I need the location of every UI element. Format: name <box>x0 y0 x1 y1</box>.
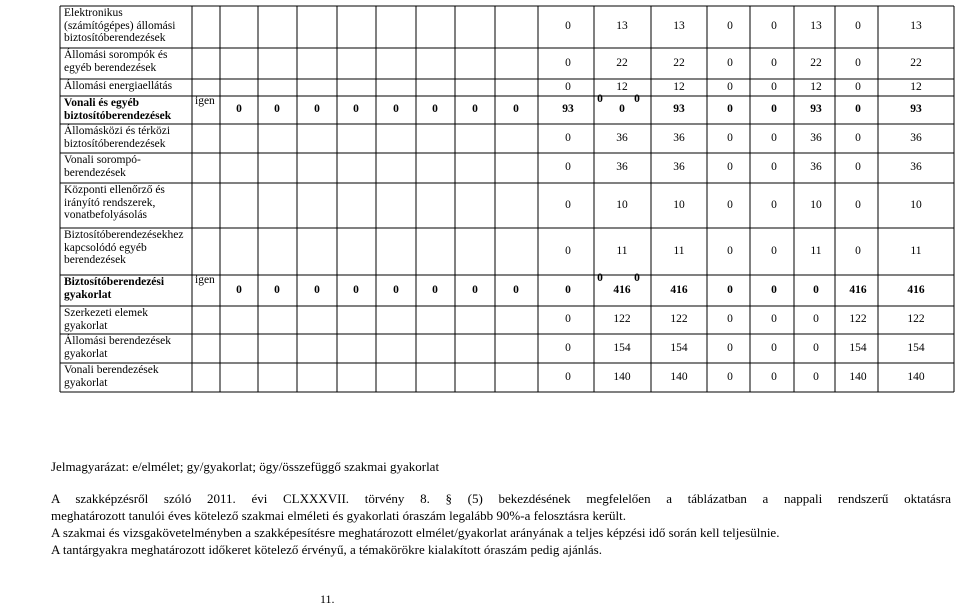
row-label: Állomási berendezések gyakorlat <box>64 335 171 360</box>
group-zero-cell: 0 <box>314 103 320 115</box>
value-cell: 0 <box>855 20 861 32</box>
group-zero-cell: 0 <box>472 284 478 296</box>
group-zero-cell: 0 <box>597 93 603 105</box>
value-cell: 0 <box>771 57 777 69</box>
value-cell: 0 <box>727 81 733 93</box>
value-cell: 36 <box>616 161 628 173</box>
group-zero-cell: 0 <box>353 284 359 296</box>
value-cell: 0 <box>855 57 861 69</box>
value-cell: 0 <box>565 313 571 325</box>
value-cell: 416 <box>907 284 925 296</box>
row-label: Vonali sorompó-berendezések <box>64 154 141 179</box>
note-line-2: meghatározott tanulói éves kötelező szakmai elméleti és gyakorlati óraszám legalább 90%-a felosztásra került. <box>51 508 627 523</box>
group-zero-cell: 0 <box>597 272 603 284</box>
value-cell: 93 <box>810 103 822 115</box>
value-cell: 0 <box>727 103 733 115</box>
value-cell: 0 <box>727 20 733 32</box>
value-cell: 0 <box>727 342 733 354</box>
value-cell: 0 <box>855 103 861 115</box>
value-cell: 0 <box>771 342 777 354</box>
value-cell: 0 <box>565 199 571 211</box>
row-label: Állomási sorompók és egyéb berendezések <box>64 49 168 74</box>
row-label: Szerkezeti elemek gyakorlat <box>64 307 148 332</box>
value-cell: 122 <box>670 313 688 325</box>
value-cell: 10 <box>810 199 822 211</box>
value-cell: 10 <box>673 199 685 211</box>
value-cell: 11 <box>673 245 685 257</box>
value-cell: 36 <box>673 132 685 144</box>
value-cell: 93 <box>562 103 574 115</box>
value-cell: 0 <box>771 199 777 211</box>
value-cell: 0 <box>727 199 733 211</box>
note-line-3: A szakmai és vizsgakövetelményben a szakképesítésre meghatározott elmélet/gyakorlat arányának a teljes képzési idő során kell teljesülnie. <box>51 525 780 540</box>
igen-label: igen <box>195 274 215 286</box>
value-cell: 0 <box>771 103 777 115</box>
value-cell: 10 <box>616 199 628 211</box>
group-zero-cell: 0 <box>432 103 438 115</box>
value-cell: 154 <box>613 342 631 354</box>
value-cell: 140 <box>670 371 688 383</box>
value-cell: 0 <box>565 161 571 173</box>
group-zero-cell: 0 <box>236 103 242 115</box>
row-label: Központi ellenőrző és irányító rendszerek, vonatbefolyásolás <box>64 184 165 221</box>
value-cell: 22 <box>910 57 922 69</box>
row-label: Biztosítóberendezési gyakorlat <box>64 276 165 301</box>
group-zero-cell: 0 <box>513 284 519 296</box>
value-cell: 0 <box>727 132 733 144</box>
value-cell: 13 <box>673 20 685 32</box>
note-line-1: A szakképzésről szóló 2011. évi CLXXXVII. törvény 8. § (5) bekezdésének megfelelően a táblázatban a nappali rendszerű oktatásra <box>51 491 951 506</box>
value-cell: 0 <box>727 161 733 173</box>
value-cell: 36 <box>616 132 628 144</box>
value-cell: 22 <box>810 57 822 69</box>
value-cell: 12 <box>616 81 628 93</box>
value-cell: 11 <box>616 245 628 257</box>
value-cell: 0 <box>813 313 819 325</box>
value-cell: 0 <box>727 313 733 325</box>
value-cell: 0 <box>771 161 777 173</box>
value-cell: 13 <box>616 20 628 32</box>
note-line-4: A tantárgyakra meghatározott időkeret kötelező érvényű, a témakörökre kialakított óraszám pedig ajánlás. <box>51 542 602 557</box>
value-cell: 0 <box>771 284 777 296</box>
value-cell: 36 <box>810 132 822 144</box>
value-cell: 0 <box>771 81 777 93</box>
group-zero-cell: 0 <box>353 103 359 115</box>
value-cell: 416 <box>613 284 631 296</box>
value-cell: 154 <box>907 342 925 354</box>
value-cell: 22 <box>673 57 685 69</box>
value-cell: 13 <box>910 20 922 32</box>
value-cell: 140 <box>849 371 867 383</box>
value-cell: 0 <box>813 342 819 354</box>
page-number: 11. <box>320 592 335 606</box>
row-label: Állomási energiaellátás <box>64 80 173 92</box>
value-cell: 0 <box>565 371 571 383</box>
value-cell: 0 <box>565 132 571 144</box>
value-cell: 12 <box>810 81 822 93</box>
value-cell: 0 <box>855 199 861 211</box>
value-cell: 140 <box>613 371 631 383</box>
legend-text: Jelmagyarázat: e/elmélet; gy/gyakorlat; ögy/összefüggő szakmai gyakorlat <box>51 459 440 474</box>
value-cell: 11 <box>810 245 822 257</box>
value-cell: 0 <box>565 57 571 69</box>
value-cell: 0 <box>771 371 777 383</box>
group-zero-cell: 0 <box>513 103 519 115</box>
value-cell: 0 <box>565 81 571 93</box>
value-cell: 416 <box>670 284 688 296</box>
value-cell: 36 <box>810 161 822 173</box>
value-cell: 0 <box>771 313 777 325</box>
group-zero-cell: 0 <box>393 103 399 115</box>
value-cell: 36 <box>910 132 922 144</box>
value-cell: 0 <box>855 161 861 173</box>
value-cell: 0 <box>727 57 733 69</box>
value-cell: 93 <box>910 103 922 115</box>
value-cell: 0 <box>855 81 861 93</box>
group-zero-cell: 0 <box>274 284 280 296</box>
value-cell: 12 <box>673 81 685 93</box>
igen-label: igen <box>195 95 215 107</box>
group-zero-cell: 0 <box>314 284 320 296</box>
value-cell: 0 <box>565 284 571 296</box>
value-cell: 416 <box>849 284 867 296</box>
value-cell: 0 <box>771 245 777 257</box>
value-cell: 13 <box>810 20 822 32</box>
value-cell: 0 <box>771 20 777 32</box>
value-cell: 0 <box>565 342 571 354</box>
group-zero-cell: 0 <box>432 284 438 296</box>
group-zero-cell: 0 <box>472 103 478 115</box>
group-zero-cell: 0 <box>634 272 640 284</box>
value-cell: 122 <box>907 313 925 325</box>
value-cell: 0 <box>813 284 819 296</box>
value-cell: 36 <box>673 161 685 173</box>
group-zero-cell: 0 <box>236 284 242 296</box>
row-label: Vonali és egyéb biztosítóberendezések <box>64 97 172 122</box>
value-cell: 0 <box>771 132 777 144</box>
value-cell: 0 <box>855 245 861 257</box>
value-cell: 0 <box>565 245 571 257</box>
value-cell: 122 <box>613 313 631 325</box>
value-cell: 0 <box>727 284 733 296</box>
group-zero-cell: 0 <box>634 93 640 105</box>
row-label: Állomásközi és térközi biztosítóberendezések <box>64 125 171 150</box>
value-cell: 0 <box>727 371 733 383</box>
value-cell: 12 <box>910 81 922 93</box>
value-cell: 22 <box>616 57 628 69</box>
row-label: Elektronikus (számítógépes) állomási biztosítóberendezések <box>64 7 176 44</box>
group-zero-cell: 0 <box>274 103 280 115</box>
value-cell: 0 <box>855 132 861 144</box>
value-cell: 36 <box>910 161 922 173</box>
value-cell: 93 <box>673 103 685 115</box>
row-label: Biztosítóberendezésekhez kapcsolódó egyéb berendezések <box>64 229 184 266</box>
group-zero-cell: 0 <box>393 284 399 296</box>
value-cell: 0 <box>813 371 819 383</box>
value-cell: 122 <box>849 313 867 325</box>
value-cell: 140 <box>907 371 925 383</box>
value-cell: 10 <box>910 199 922 211</box>
row-label: Vonali berendezések gyakorlat <box>64 364 159 389</box>
value-cell: 0 <box>727 245 733 257</box>
value-cell: 11 <box>910 245 922 257</box>
value-cell: 154 <box>849 342 867 354</box>
value-cell: 0 <box>619 103 625 115</box>
value-cell: 0 <box>565 20 571 32</box>
value-cell: 154 <box>670 342 688 354</box>
